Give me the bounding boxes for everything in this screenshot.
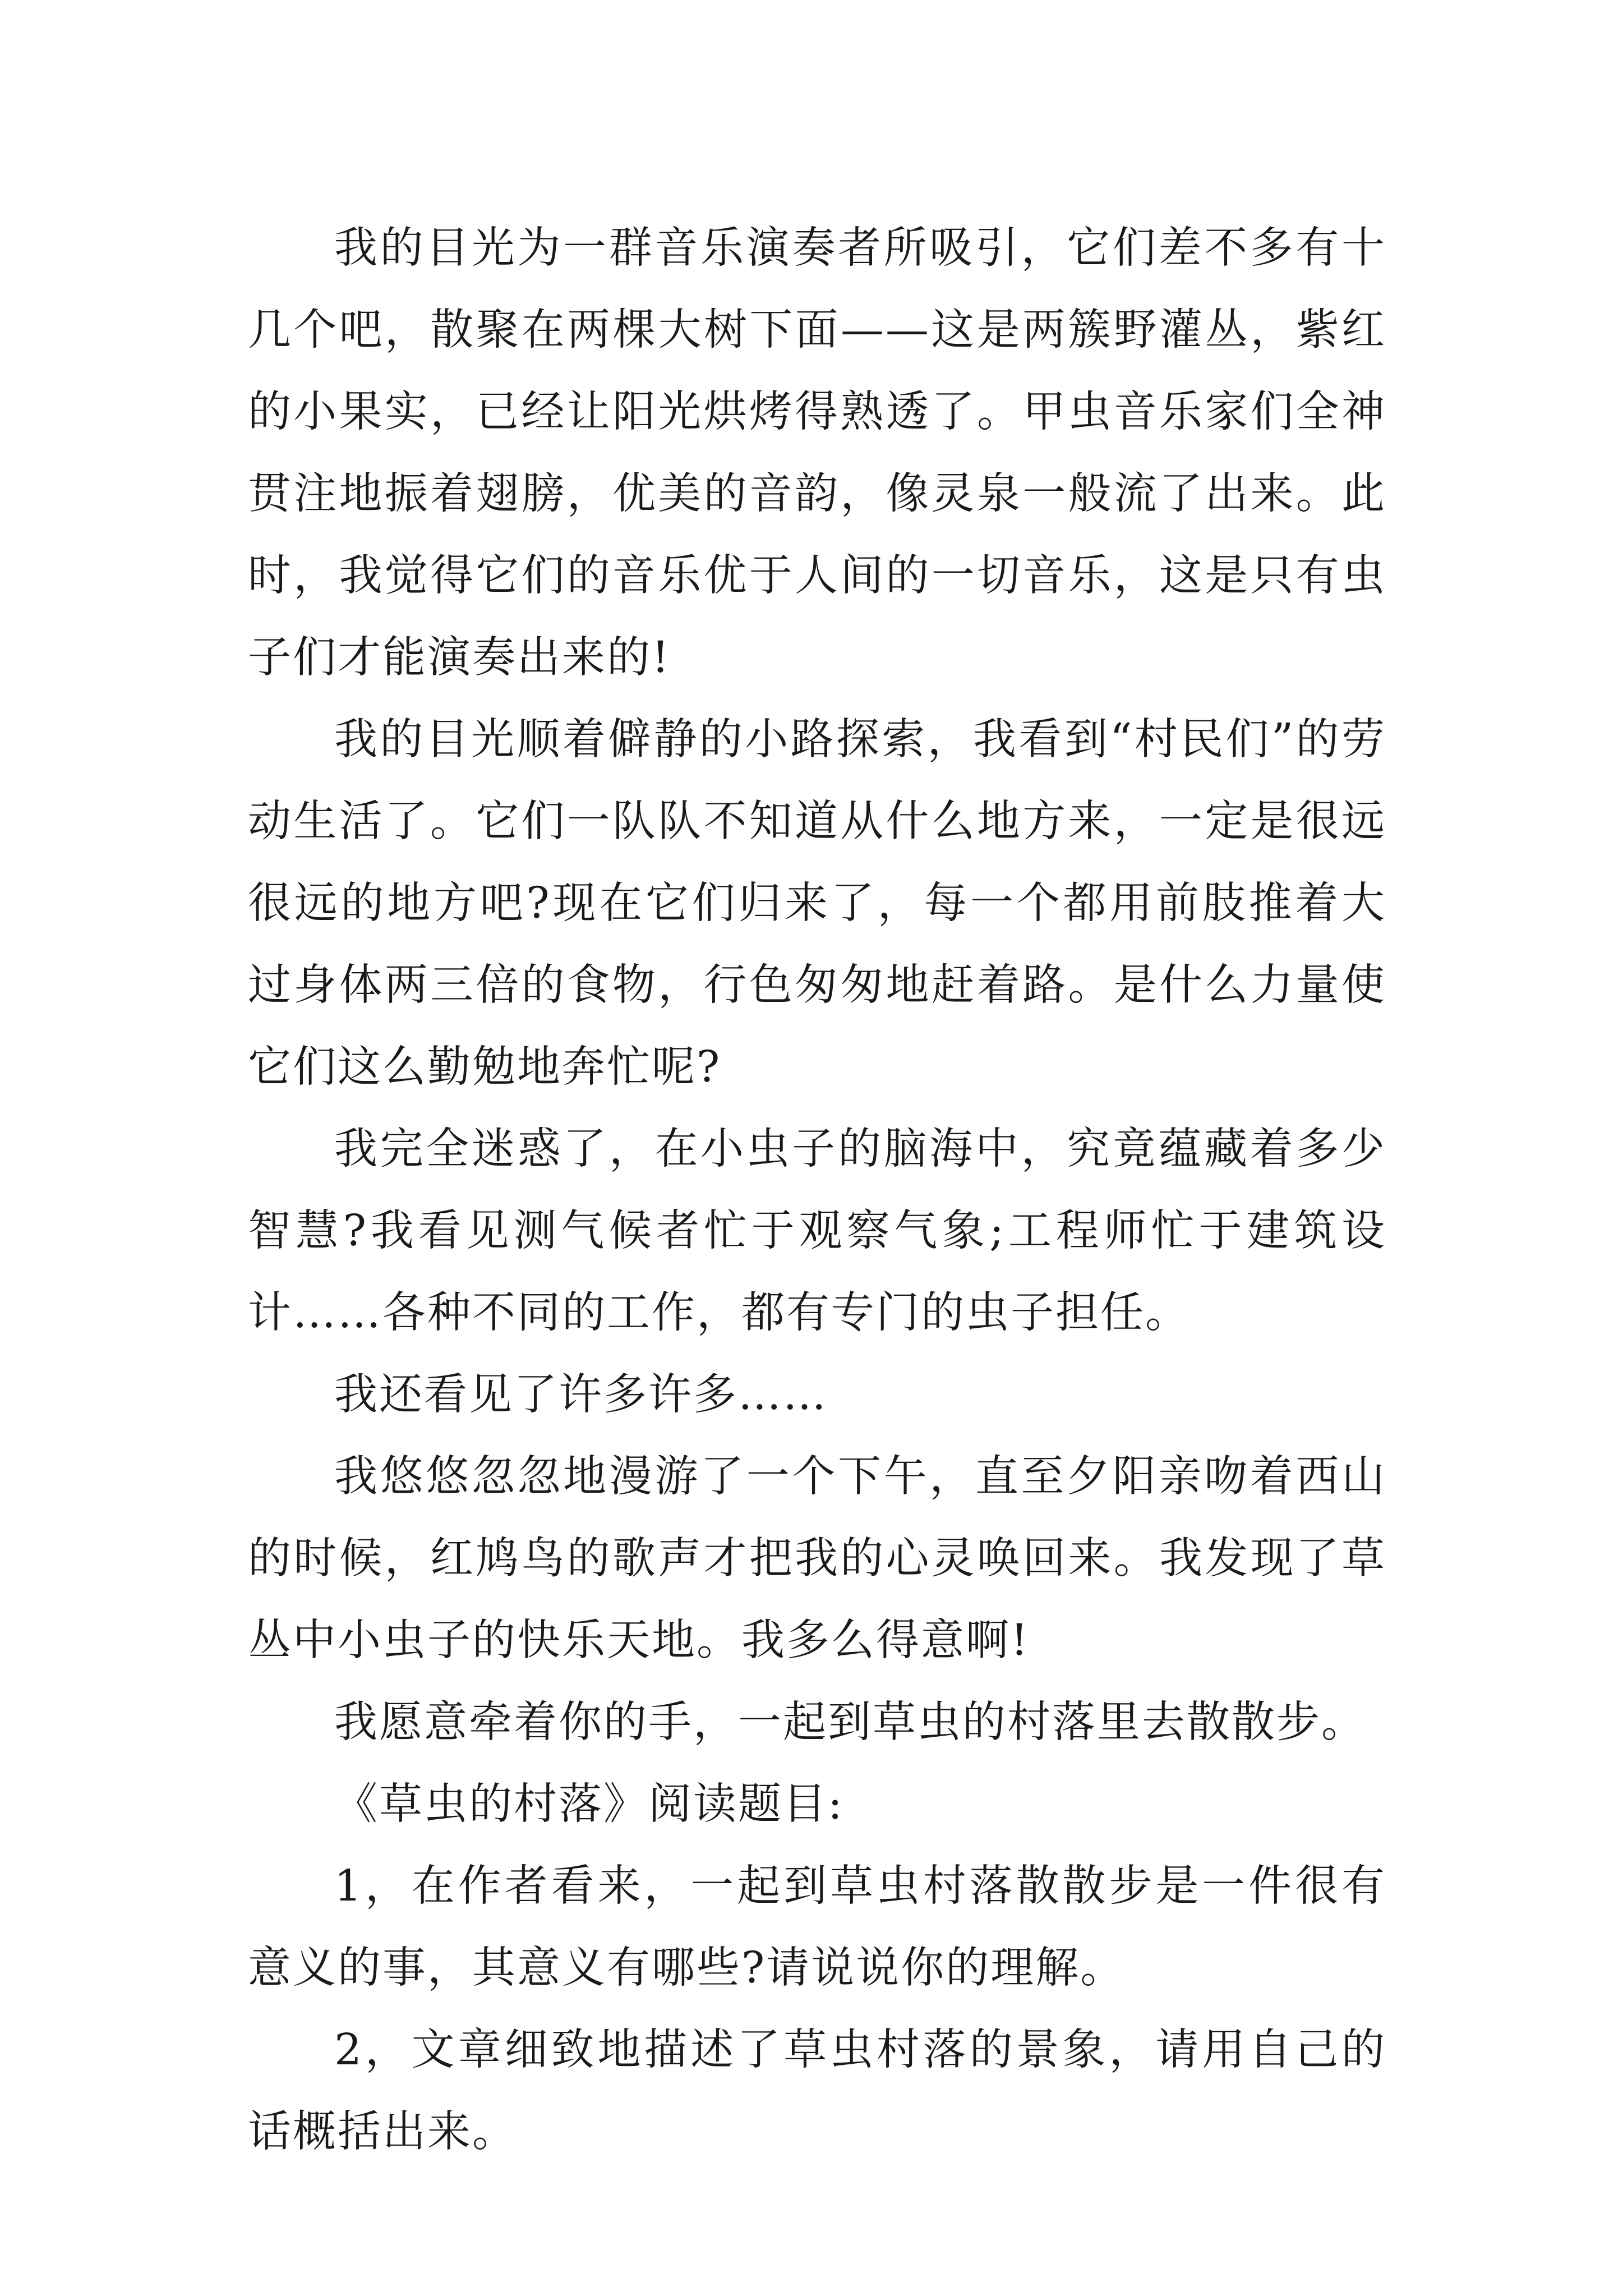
- paragraph-villagers: 我的目光顺着僻静的小路探索，我看到“村民们”的劳动生活了。它们一队队不知道从什么地方来，一定是很远很远的地方吧?现在它们归来了，每一个都用前肢推着大过身体两三倍的食物，行色匆匆地赶着路。是什么力量使它们这么勤勉地奔忙呢?: [248, 715, 1386, 1092]
- questions-heading: 《草虫的村落》阅读题目:: [334, 1779, 844, 1829]
- paragraph-invitation: 我愿意牵着你的手，一起到草虫的村落里去散散步。: [334, 1697, 1366, 1747]
- question-2: 2，文章细致地描述了草虫村落的景象，请用自己的话概括出来。: [248, 2025, 1386, 2157]
- paragraph-musicians: 我的目光为一群音乐演奏者所吸引，它们差不多有十几个吧，散聚在两棵大树下面——这是两簇野灌丛，紫红的小果实，已经让阳光烘烤得熟透了。甲虫音乐家们全神贯注地振着翅膀，优美的音韵，像灵泉一般流了出来。此时，我觉得它们的音乐优于人间的一切音乐，这是只有虫子们才能演奏出来的!: [248, 223, 1386, 683]
- paragraph-many-more: 我还看见了许多许多……: [334, 1370, 828, 1420]
- document-body: [248, 208, 1386, 2173]
- paragraph-afternoon: 我悠悠忽忽地漫游了一个下午，直至夕阳亲吻着西山的时候，红鸠鸟的歌声才把我的心灵唤回来。我发现了草丛中小虫子的快乐天地。我多么得意啊!: [248, 1452, 1386, 1665]
- question-1: 1，在作者看来，一起到草虫村落散散步是一件很有意义的事，其意义有哪些?请说说你的理解。: [248, 1861, 1386, 1993]
- paragraph-wisdom: 我完全迷惑了，在小虫子的脑海中，究竟蕴藏着多少智慧?我看见测气候者忙于观察气象;工程师忙于建筑设计……各种不同的工作，都有专门的虫子担任。: [248, 1124, 1386, 1338]
